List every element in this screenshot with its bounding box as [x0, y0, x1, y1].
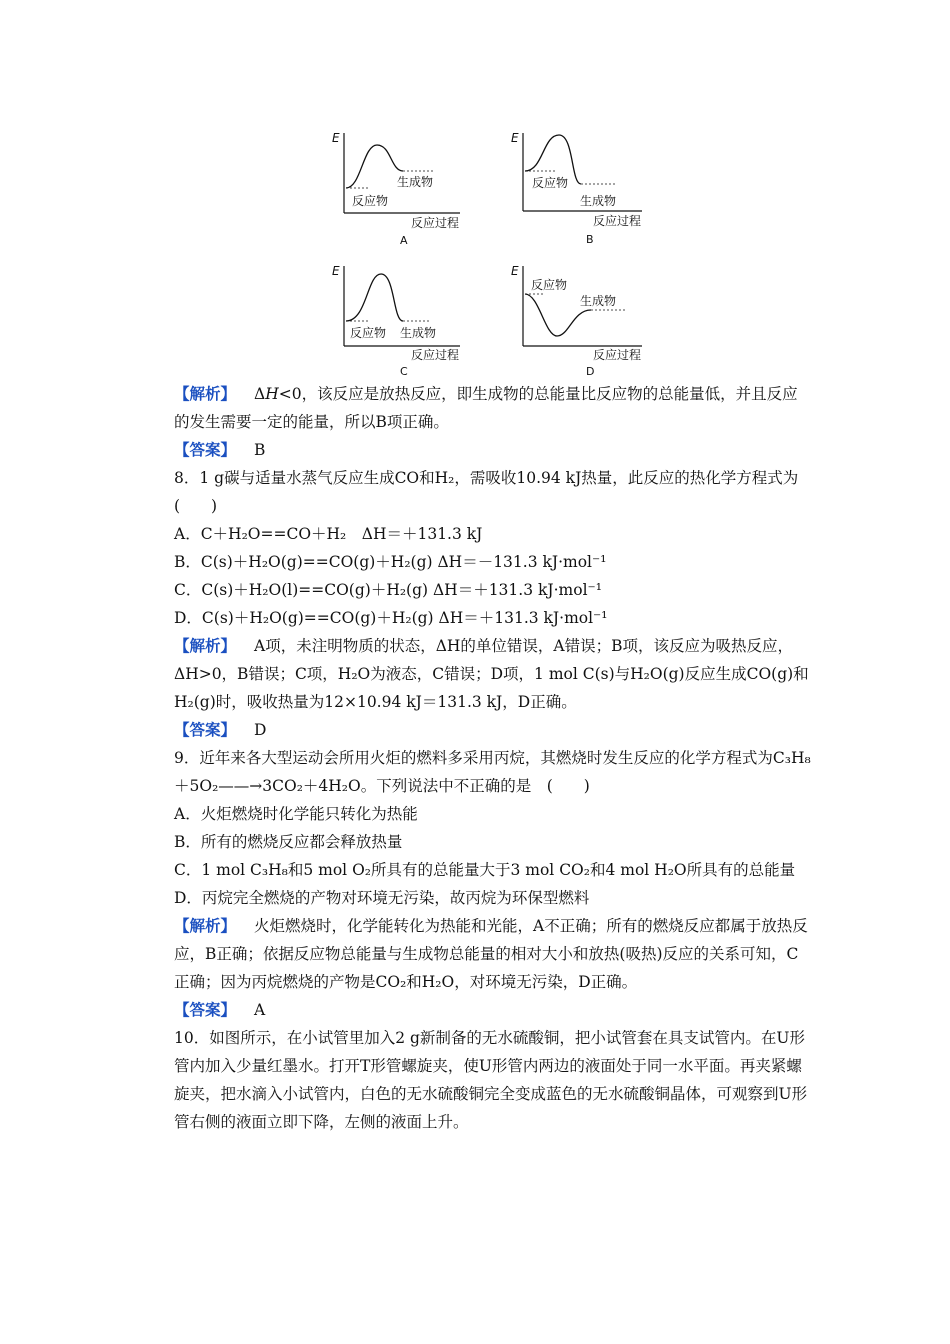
q8-stem: 8．1 g碳与适量水蒸气反应生成CO和H₂，需吸收10.94 kJ热量，此反应的热化学方程式为( ) — [174, 469, 799, 515]
panel-label: C — [400, 365, 408, 378]
reactant-label: 反应物 — [531, 278, 568, 292]
axis-y-label: E — [332, 131, 340, 145]
reactant-label: 反应物 — [352, 194, 389, 208]
q8-option-a: A．C＋H₂O==CO＋H₂ ΔH＝＋131.3 kJ — [174, 525, 483, 543]
q8-answer — [143, 716, 813, 744]
axis-y-label: E — [511, 264, 519, 278]
q7-analysis — [143, 380, 813, 436]
document-body — [143, 380, 813, 1136]
q9-analysis — [143, 912, 813, 996]
q9-option-d: D．丙烷完全燃烧的产物对环境无污染，故丙烷为环保型燃料 — [174, 889, 590, 907]
analysis-text: Δ𝐻<0，该反应是放热反应，即生成物的总能量比反应物的总能量低，并且反应的发生需要一定的能量，所以B项正确。 — [174, 385, 798, 431]
analysis-tag: 【解析】 — [174, 384, 237, 403]
product-label: 生成物 — [580, 294, 617, 308]
answer-tag: 【答案】 — [174, 720, 237, 739]
q9-option-c: C．1 mol C₃H₈和5 mol O₂所具有的总能量大于3 mol CO₂和4 mol H₂O所具有的总能量 — [174, 861, 796, 879]
energy-diagram-b — [507, 125, 667, 250]
q10-text: 10．如图所示，在小试管里加入2 g新制备的无水硫酸铜，把小试管套在具支试管内。在U形管内加入少量红墨水。打开T形管螺旋夹，使U形管内两边的液面处于同一水平面。再夹紧螺旋夹，把水滴入小试管内，白色的无水硫酸铜完全变成蓝色的无水硫酸铜晶体，可观察到U形管右侧的液面立即下降，左侧的液面上升。 — [174, 1029, 808, 1131]
axis-y-label: E — [511, 131, 519, 145]
answer-value: A — [254, 1001, 266, 1019]
answer-value: D — [254, 721, 267, 739]
analysis-text: 火炬燃烧时，化学能转化为热能和光能，A不正确；所有的燃烧反应都属于放热反应，B正确；依据反应物总能量与生成物总能量的相对大小和放热(吸热)反应的关系可知，C正确；因为丙烷燃烧的产物是CO₂和H₂O，对环境无污染，D正确。 — [174, 917, 808, 991]
product-label: 生成物 — [580, 194, 617, 208]
panel-label: D — [586, 365, 595, 378]
axis-x-label: 反应过程 — [411, 348, 460, 362]
reactant-label: 反应物 — [350, 326, 387, 340]
q7-answer — [143, 436, 813, 464]
q8-option-b: B．C(s)＋H₂O(g)==CO(g)＋H₂(g) ΔH＝－131.3 kJ·mol⁻¹ — [174, 553, 607, 571]
q9-option-b: B．所有的燃烧反应都会释放热量 — [174, 833, 403, 851]
reactant-label: 反应物 — [532, 176, 569, 190]
analysis-text: A项，未注明物质的状态，ΔH的单位错误，A错误；B项，该反应为吸热反应，ΔH>0，B错误；C项，H₂O为液态，C错误；D项，1 mol C(s)与H₂O(g)反应生成CO(g)和H₂(g)时，吸收热量为12×10.94 kJ＝131.3 kJ，D正确。 — [174, 637, 809, 711]
energy-diagram-c — [325, 258, 485, 383]
answer-value: B — [254, 441, 266, 459]
q8-option-c: C．C(s)＋H₂O(l)==CO(g)＋H₂(g) ΔH＝＋131.3 kJ·mol⁻¹ — [174, 581, 602, 599]
energy-diagram-a — [325, 125, 485, 250]
product-label: 生成物 — [400, 326, 437, 340]
answer-tag: 【答案】 — [174, 1000, 237, 1019]
q9-stem: 9．近年来各大型运动会所用火炬的燃料多采用丙烷，其燃烧时发生反应的化学方程式为C₃H₈＋5O₂——→3CO₂＋4H₂O。下列说法中不正确的是 ( ) — [174, 749, 811, 795]
analysis-tag: 【解析】 — [174, 916, 237, 935]
panel-label: A — [400, 234, 408, 247]
product-label: 生成物 — [397, 175, 434, 189]
panel-label: B — [586, 233, 594, 246]
axis-y-label: E — [332, 264, 340, 278]
axis-x-label: 反应过程 — [411, 216, 460, 230]
analysis-tag: 【解析】 — [174, 636, 237, 655]
q8-option-d: D．C(s)＋H₂O(g)==CO(g)＋H₂(g) ΔH＝＋131.3 kJ·mol⁻¹ — [174, 609, 608, 627]
q9-option-a: A．火炬燃烧时化学能只转化为热能 — [174, 805, 418, 823]
axis-x-label: 反应过程 — [593, 214, 642, 228]
q9-answer — [143, 996, 813, 1024]
answer-tag: 【答案】 — [174, 440, 237, 459]
axis-x-label: 反应过程 — [593, 348, 642, 362]
energy-diagram-d — [507, 258, 667, 383]
q8-analysis — [143, 632, 813, 716]
